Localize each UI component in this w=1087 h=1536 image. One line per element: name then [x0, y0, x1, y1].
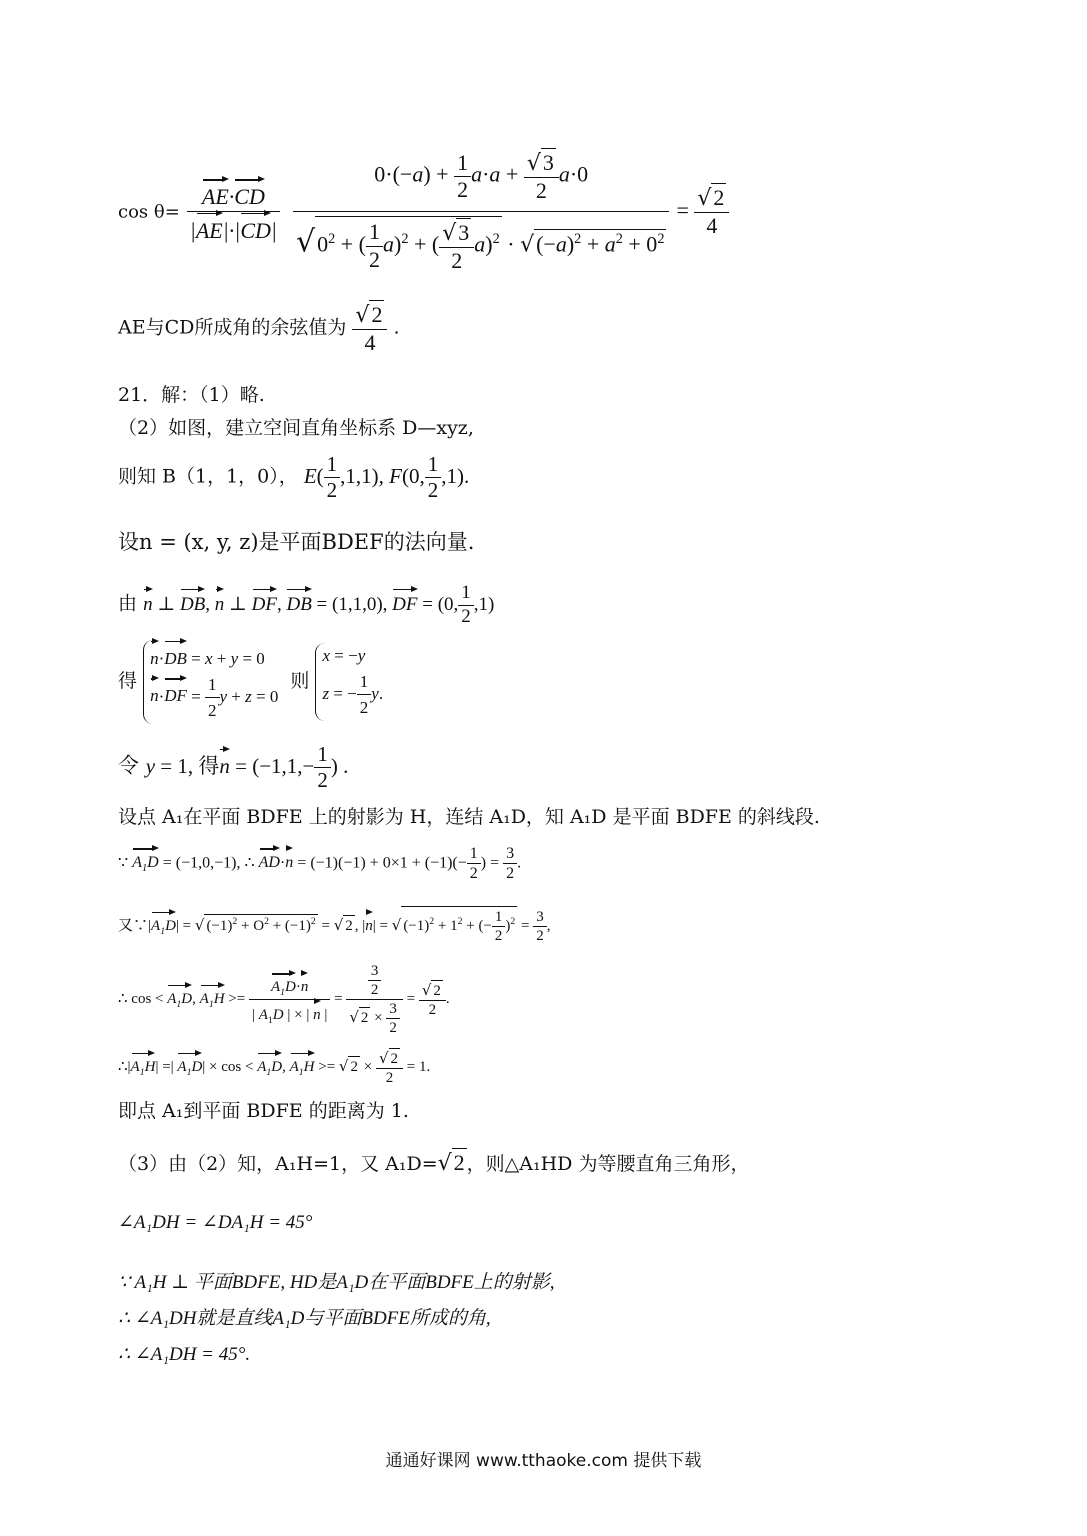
let-y-line: 令 y = 1, 得n = (−1,1,− $\frac{1}{2}$ ) . [118, 742, 349, 793]
final-answer-line: ∴ ∠A₁DH = 45°. [118, 1344, 251, 1365]
cos-fraction-vectors: $\frac{AE\cdot CD}{|AE|\cdot|CD|}$ [187, 178, 280, 244]
cos-value: $\frac{√2}{4}$ [694, 183, 729, 240]
normal-vector-def: 设n = (x, y, z)是平面BDEF的法向量. [118, 530, 475, 554]
ae-cd-result: AE与CD所成角的余弦值为 $\frac{√2}{4}$ . [118, 302, 400, 356]
equation-system: 得 n·DB = x + y = 0 n·DF = $\frac{1}{2}$ y + z = 0 则 x = −y z = − $\frac{1}{2}$ y. [118, 640, 383, 724]
projection-text: 设点 A₁在平面 BDFE 上的射影为 H，连结 A₁D，知 A₁D 是平面 BDFE 的斜线段. [118, 806, 820, 828]
perpendicular-conditions: 由 n ⊥ DB, n ⊥ DF, DB = (1,1,0), DF = (0, $\frac{1}{2}$ ,1) [118, 582, 495, 627]
cos-formula: cos θ= $\frac{AE\cdot CD}{|AE|\cdot|CD|}$ 0·(−a) + $\frac{1}{2}$ a·a + $\frac{√3}{2}$ a·0 $√0^2$ + ( $\frac{1}{2}$ a)$^2$ + ( $\frac{√3}{2}$ $a)^2 \cdot √(-a)^2 + a^2 + 0^2$ = $\frac{√2}{4}$ [118, 148, 729, 275]
angle-definition-line: ∴ ∠A₁DH就是直线A₁D与平面BDFE所成的角, [118, 1308, 491, 1329]
angle-equality: ∠A₁DH = ∠DA₁H = 45° [118, 1212, 313, 1233]
distance-calc-line: $\therefore|A_1H|$ =| $A_1D| \times \cos < A_1D$, $A_1H$ >= √ 2 × $\frac{√ 2}{2}$ = 1. [118, 1049, 431, 1086]
magnitude-line: 又$\because|A_1D|$ = √ $(-1)^2 + O^2 + (-1)^2$ = √ 2 , |n| = √ $(-1)^2 + 1^2$ + (− $\frac{1}{2}$ )$^2$ = $\frac{3}{2}$ , [118, 906, 551, 945]
q21-header: 21．解：（1）略. [118, 384, 265, 406]
cos-label: cos θ= [118, 201, 180, 223]
part3-text: （3）由（2）知，A₁H=1，又 A₁D=√2 ，则△A₁HD 为等腰直角三角形， [118, 1150, 750, 1176]
q21-part2-intro: （2）如图，建立空间直角坐标系 D—xyz, [118, 417, 474, 439]
coordinates-line: 则知 B（1，1，0）， E( $\frac{1}{2}$ ,1,1), F(0, $\frac{1}{2}$ ,1). [118, 452, 470, 503]
footer-credit: 通通好课网 www.tthaoke.com 提供下载 [385, 1451, 702, 1471]
perpendicular-line: ∵ A₁H ⊥ 平面BDFE, HD是A₁D在平面BDFE上的射影, [118, 1272, 555, 1293]
dot-product-line: ∵ $A_1D = (-1,0,-1)$, ∴ AD·n = (−1)(−1) + 0×1 + (−1)(− $\frac{1}{2}$ ) = $\frac{3}{2}$ . [118, 845, 522, 883]
distance-result: 即点 A₁到平面 BDFE 的距离为 1. [118, 1100, 409, 1122]
cos-angle-line: ∴ $\cos < A_1D$, $A_1H$ >= $\frac{A_1D\cdot n}{| A_1D | \times | n |}$ = $\frac{3}{2}$ √ 2 × $\frac{3}{2}$ = $\frac{√ 2}{2}$ . [118, 963, 450, 1036]
cos-fraction-values: 0·(−a) + $\frac{1}{2}$ a·a + $\frac{√3}{2}$ a·0 $√0^2$ + ( $\frac{1}{2}$ a)$^2$ + ( $\frac{√3}{2}$ $a)^2 \cdot √(-a)^2 + a^2 + 0^2$ [293, 148, 669, 275]
